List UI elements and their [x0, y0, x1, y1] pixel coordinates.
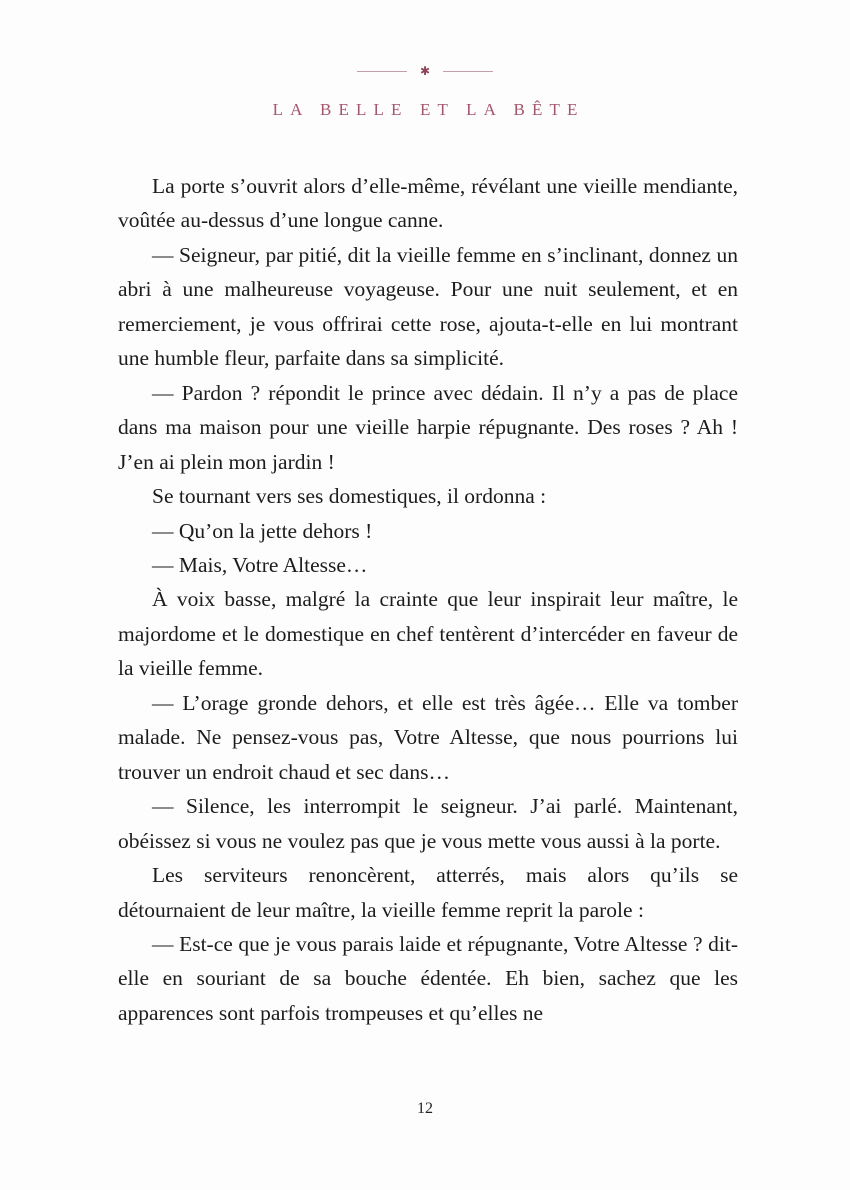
chapter-title: LA BELLE ET LA BÊTE — [272, 100, 585, 119]
ornament-rule-right — [443, 71, 493, 72]
paragraph: — Qu’on la jette dehors ! — [152, 518, 373, 543]
page-number: 12 — [417, 1100, 433, 1117]
flower-asterisk-icon: ✱ — [419, 64, 431, 78]
header-ornament — [0, 64, 850, 78]
paragraph: — Mais, Votre Altesse… — [152, 552, 368, 577]
paragraph: — Silence, les interrompit le seigneur. J’ai parlé. Maintenant, obéissez si vous ne voulez pas que je vous mette vous aussi à la porte. — [118, 794, 738, 853]
paragraph: — L’orage gronde dehors, et elle est très âgée… Elle va tomber malade. Ne pensez-vous pas, Votre Altesse, que nous pourrions lui trouver un endroit chaud et sec dans… — [118, 690, 738, 784]
ornament-rule-left — [357, 71, 407, 72]
paragraph: La porte s’ouvrit alors d’elle-même, révélant une vieille mendiante, voûtée au-dessus d’une longue canne. — [118, 174, 738, 233]
body-text — [118, 169, 738, 1030]
paragraph: — Pardon ? répondit le prince avec dédain. Il n’y a pas de place dans ma maison pour une vieille harpie répugnante. Des roses ? Ah ! J’en ai plein mon jardin ! — [118, 380, 738, 474]
paragraph: À voix basse, malgré la crainte que leur inspirait leur maître, le majordome et le domestique en chef tentèrent d’intercéder en faveur de la vieille femme. — [118, 587, 738, 681]
paragraph: Se tournant vers ses domestiques, il ordonna : — [152, 484, 547, 509]
paragraph: — Seigneur, par pitié, dit la vieille femme en s’inclinant, donnez un abri à une malheureuse voyageuse. Pour une nuit seulement, et en remerciement, je vous offrirai cette rose, ajouta-t-elle en lui montrant une humble fleur, parfaite dans sa simplicité. — [118, 242, 738, 371]
paragraph: — Est-ce que je vous parais laide et répugnante, Votre Altesse ? dit-elle en souriant de sa bouche édentée. Eh bien, sachez que les apparences sont parfois trompeuses et qu’elles ne — [118, 931, 738, 1025]
chapter-header — [0, 64, 850, 120]
paragraph: Les serviteurs renoncèrent, atterrés, mais alors qu’ils se détournaient de leur maître, la vieille femme reprit la parole : — [118, 863, 738, 922]
